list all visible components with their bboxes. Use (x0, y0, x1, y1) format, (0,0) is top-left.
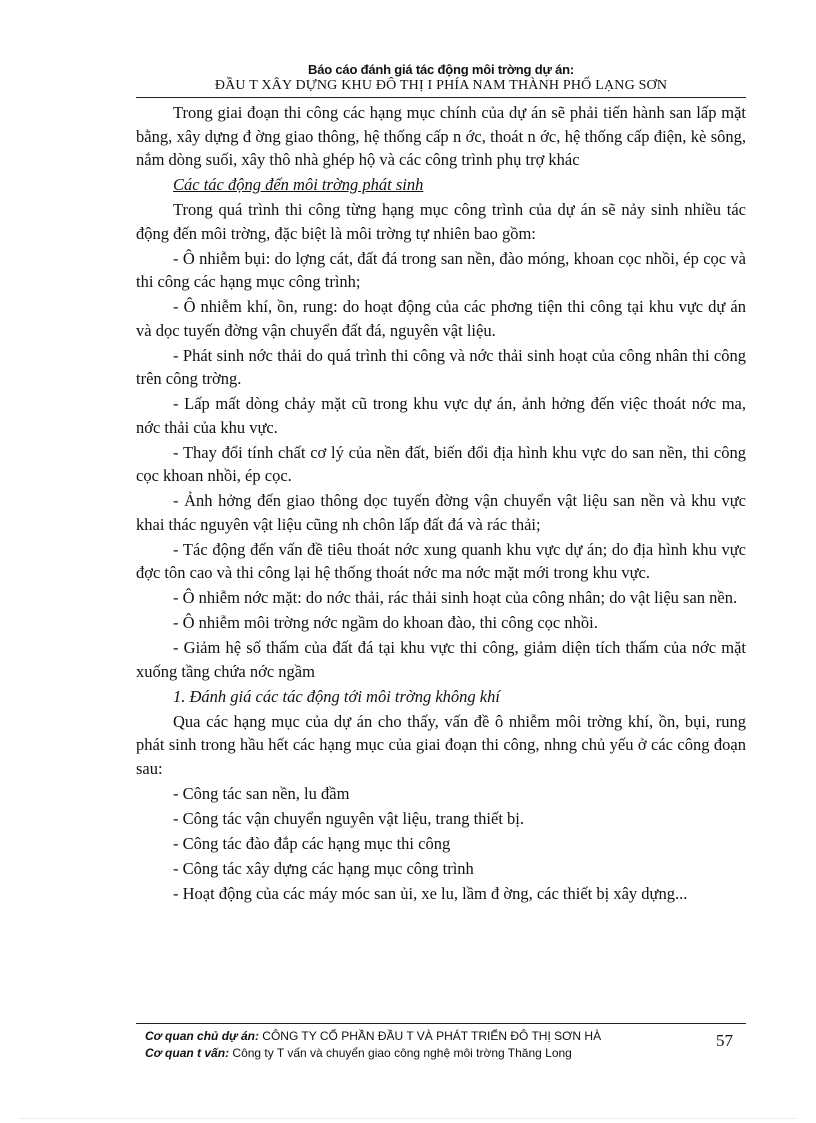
footer-consultant-line (145, 1045, 745, 1062)
list-item: - Giảm hệ số thấm của đất đá tại khu vực thi công, giảm diện tích thấm của nớc mặt xuống tầng chứa nớc ngầm (136, 638, 746, 681)
footer-owner-line (145, 1028, 745, 1045)
page-edge-dots (20, 1118, 796, 1119)
list-item: - Tác động đến vấn đề tiêu thoát nớc xung quanh khu vực dự án; do địa hình khu vực đợc tôn cao và thi công lại hệ thống thoát nớc ma nớc mặt mới trong khu vực. (136, 539, 746, 582)
list-item: - Lấp mất dòng chảy mặt cũ trong khu vực dự án, ảnh hởng đến việc thoát nớc ma, nớc thải của khu vực. (136, 394, 746, 437)
header-divider (136, 97, 746, 98)
header-report-title: Báo cáo đánh giá tác động môi trờng dự án: (308, 62, 574, 77)
list-item: - Ô nhiễm bụi: do lợng cát, đất đá trong san nền, đào móng, khoan cọc nhồi, ép cọc và thi công các hạng mục công trình; (136, 248, 746, 291)
section-heading-air: 1. Đánh giá các tác động tới môi trờng không khí (173, 686, 500, 706)
list-item: - Ô nhiễm nớc mặt: do nớc thải, rác thải sinh hoạt của công nhân; do vật liệu san nền. (173, 588, 738, 607)
list-item: - Ô nhiễm môi trờng nớc ngầm do khoan đào, thi công cọc nhồi. (173, 613, 598, 632)
document-header (136, 62, 746, 94)
footer-consultant-label: Cơ quan t vấn: (145, 1046, 230, 1060)
list-item: - Công tác xây dựng các hạng mục công trình (173, 858, 474, 878)
list-item: - Công tác vận chuyển nguyên vật liệu, trang thiết bị. (173, 808, 524, 828)
list-item: - Công tác san nền, lu đầm (173, 783, 350, 803)
page-number: 57 (716, 1031, 733, 1050)
body-text (136, 101, 746, 907)
list-item: - Hoạt động của các máy móc san ủi, xe lu, lầm đ ờng, các thiết bị xây dựng... (173, 883, 688, 903)
list-item: - Ảnh hởng đến giao thông dọc tuyến đờng vận chuyển vật liệu san nền và khu vực khai thác nguyên vật liệu cũng nh chôn lấp đất đá và rác thải; (136, 491, 746, 534)
footer-divider (136, 1023, 746, 1024)
list-item: - Phát sinh nớc thải do quá trình thi công và nớc thải sinh hoạt của công nhân thi công trên công trờng. (136, 345, 746, 388)
footer-consultant-value: Công ty T vấn và chuyển giao công nghệ môi trờng Thăng Long (232, 1046, 572, 1060)
header-project-name: ĐẦU T XÂY DỰNG KHU ĐÔ THỊ I PHÍA NAM THÀNH PHỐ LẠNG SƠN (214, 78, 668, 93)
document-footer (145, 1028, 745, 1062)
footer-owner-label: Cơ quan chủ dự án: (145, 1029, 259, 1043)
paragraph-intro: Trong giai đoạn thi công các hạng mục chính của dự án sẽ phải tiến hành san lấp mặt bằng, xây dựng đ ờng giao thông, hệ thống cấp n ớc, thoát n ớc, hệ thống cấp điện, kè sông, nắm dòng suối, xây thô nhà ghép hộ và các công trình phụ trợ khác (136, 103, 746, 169)
list-item: - Công tác đào đắp các hạng mục thi công (173, 833, 451, 853)
paragraph-air-intro: Qua các hạng mục của dự án cho thấy, vấn đề ô nhiễm môi trờng khí, ồn, bụi, rung phát sinh trong hầu hết các hạng mục của giai đoạn thi công, nhng chủ yếu ở các công đoạn sau: (136, 711, 746, 778)
section-heading-impacts: Các tác động đến môi trờng phát sinh (173, 175, 424, 194)
paragraph-impacts-intro: Trong quá trình thi công từng hạng mục công trình của dự án sẽ nảy sinh nhiều tác động đến môi trờng, đặc biệt là môi trờng tự nhiên bao gồm: (136, 200, 746, 243)
list-item: - Ô nhiễm khí, ồn, rung: do hoạt động của các phơng tiện thi công tại khu vực dự án và dọc tuyến đờng vận chuyển đất đá, nguyên vật liệu. (136, 297, 746, 340)
footer-owner-value: CÔNG TY CỔ PHẦN ĐẦU T VÀ PHÁT TRIỂN ĐÔ THỊ SƠN HÀ (262, 1029, 602, 1043)
list-item: - Thay đổi tính chất cơ lý của nền đất, biến đổi địa hình khu vực do san nền, thi công cọc khoan nhồi, ép cọc. (136, 442, 746, 485)
